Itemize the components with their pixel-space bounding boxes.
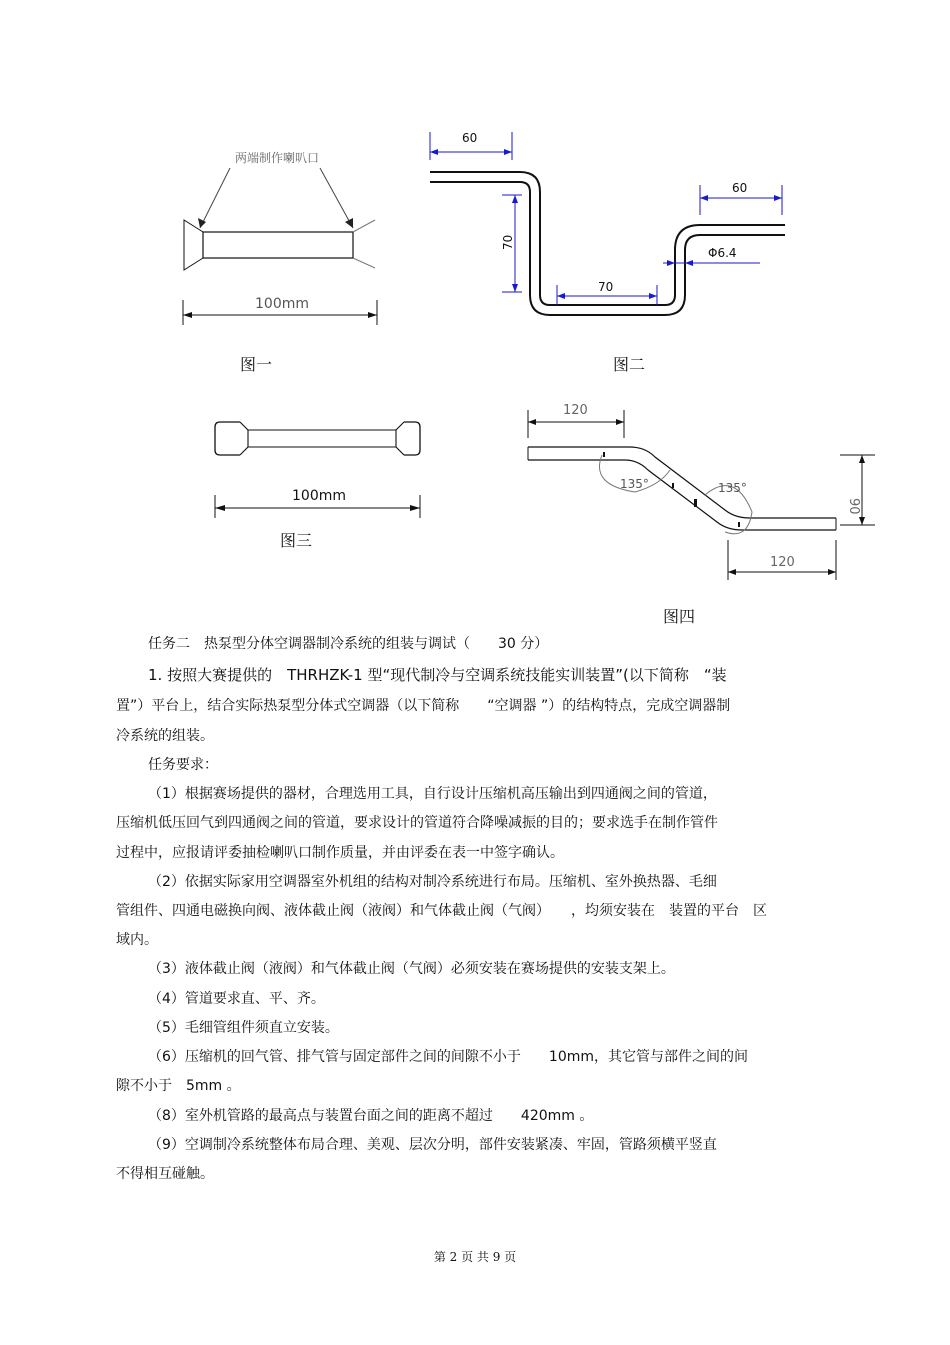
figure-2-bent-pipe — [420, 120, 800, 340]
item-6-line1: （6）压缩机的回气管、排气管与固定部件之间的间隙不小于 10mm，其它管与部件之间的间 — [148, 1049, 748, 1065]
item-2-line3: 域内。 — [116, 932, 158, 948]
figure-3-coupled-pipe — [200, 410, 440, 525]
item-2-line2: 管组件、四通电磁换向阀、液体截止阀（液阀）和气体截止阀（气阀） ，均须安装在 装置的平台 区 — [116, 903, 767, 919]
fig3-dim: 100mm — [292, 488, 346, 504]
page-footer: 第 2 页 共 9 页 — [433, 1250, 517, 1264]
item-2-line1: （2）依据实际家用空调器室外机组的结构对制冷系统进行布局。压缩机、室外换热器、毛细 — [148, 874, 717, 890]
fig2-dim-diameter: Φ6.4 — [708, 246, 737, 260]
item-1-line1: （1）根据赛场提供的器材，合理选用工具，自行设计压缩机高压输出到四通阀之间的管道， — [148, 786, 717, 802]
fig3-caption: 图三 — [280, 531, 313, 550]
item-3: （3）液体截止阀（液阀）和气体截止阀（气阀）必须安装在赛场提供的安装支架上。 — [148, 961, 675, 977]
fig2-dim-bottom: 70 — [598, 280, 614, 294]
item-5: （5）毛细管组件须直立安装。 — [148, 1020, 339, 1036]
fig4-caption: 图四 — [663, 607, 696, 626]
item-8: （8）室外机管路的最高点与装置台面之间的距离不超过 420mm 。 — [148, 1108, 594, 1124]
fig4-angle-2: 135° — [718, 481, 747, 495]
item-9-line2: 不得相互碰触。 — [116, 1166, 214, 1182]
fig4-angle-1: 135° — [620, 477, 649, 491]
fig2-dim-vertical: 70 — [501, 234, 515, 250]
task-p1-line1: 1. 按照大赛提供的 THRHZK-1 型“现代制冷与空调系统技能实训装置”(以下简称 “装 — [148, 666, 727, 684]
item-1-line3: 过程中，应报请评委抽检喇叭口制作质量，并由评委在表一中签字确认。 — [116, 845, 564, 861]
item-6-line2: 隙不小于 5mm 。 — [116, 1078, 241, 1094]
requirements-title: 任务要求： — [148, 757, 218, 773]
figure-1-flared-pipe — [170, 140, 400, 340]
fig2-dim-right: 60 — [732, 181, 748, 195]
figure-4-offset-pipe — [520, 400, 880, 590]
task-p1-line2: 置”）平台上，结合实际热泵型分体式空调器（以下简称 “空调器 ”）的结构特点，完成空调器制 — [116, 698, 731, 714]
fig4-dim-bottom: 120 — [770, 555, 795, 570]
task-p1-line3: 冷系统的组装。 — [116, 728, 214, 744]
fig1-note: 两端制作喇叭口 — [235, 151, 320, 165]
fig4-dim-vertical: 90 — [846, 498, 861, 515]
fig2-dim-top-left: 60 — [462, 131, 478, 145]
fig2-caption: 图二 — [613, 355, 646, 374]
fig1-dim: 100mm — [255, 296, 309, 312]
item-9-line1: （9）空调制冷系统整体布局合理、美观、层次分明，部件安装紧凑、牢固，管路须横平竖直 — [148, 1137, 717, 1153]
fig1-caption: 图一 — [240, 355, 273, 374]
item-1-line2: 压缩机低压回气到四通阀之间的管道，要求设计的管道符合降噪减振的目的；要求选手在制作管件 — [116, 815, 718, 831]
fig4-dim-top: 120 — [563, 403, 588, 418]
task-title: 任务二 热泵型分体空调器制冷系统的组装与调试（ 30 分） — [148, 636, 549, 652]
item-4: （4）管道要求直、平、齐。 — [148, 991, 325, 1007]
